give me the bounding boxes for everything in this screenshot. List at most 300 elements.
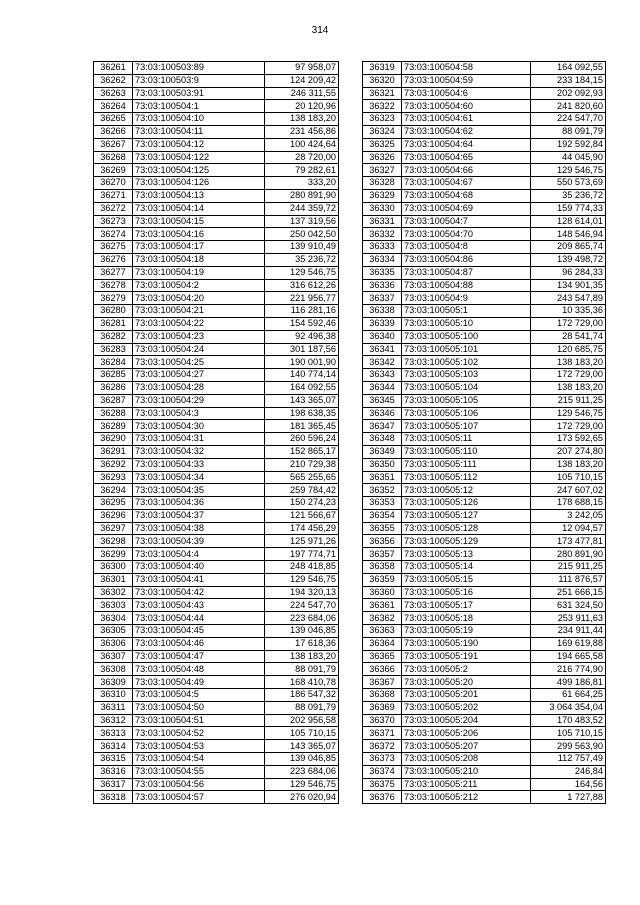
cadastral-number-cell: 73:03:100504:43 (133, 599, 265, 612)
table-row (94, 343, 339, 356)
table-row (363, 701, 606, 714)
row-number-cell: 36285 (94, 369, 133, 382)
row-number-cell: 36295 (94, 497, 133, 510)
value-cell: 96 284,33 (531, 266, 606, 279)
page-number: 314 (311, 25, 329, 36)
row-number-cell: 36274 (94, 228, 133, 241)
register-table-right-body (363, 62, 606, 804)
value-cell: 3 064 354,04 (531, 701, 606, 714)
row-number-cell: 36277 (94, 266, 133, 279)
row-number-cell: 36318 (94, 791, 133, 804)
cadastral-number-cell: 73:03:100504:9 (402, 292, 531, 305)
value-cell: 209 865,74 (531, 241, 606, 254)
cadastral-number-cell: 73:03:100505:110 (402, 445, 531, 458)
row-number-cell: 36303 (94, 599, 133, 612)
table-row (94, 458, 339, 471)
row-number-cell: 36323 (363, 113, 402, 126)
cadastral-number-cell: 73:03:100504:20 (133, 292, 265, 305)
cadastral-number-cell: 73:03:100504:86 (402, 253, 531, 266)
row-number-cell: 36270 (94, 177, 133, 190)
table-row (94, 714, 339, 727)
row-number-cell: 36298 (94, 535, 133, 548)
row-number-cell: 36371 (363, 727, 402, 740)
row-number-cell: 36293 (94, 471, 133, 484)
table-row (94, 548, 339, 561)
row-number-cell: 36339 (363, 317, 402, 330)
row-number-cell: 36361 (363, 599, 402, 612)
cadastral-number-cell: 73:03:100503:89 (133, 62, 265, 75)
table-row (94, 612, 339, 625)
cadastral-number-cell: 73:03:100505:102 (402, 356, 531, 369)
cadastral-number-cell: 73:03:100505:129 (402, 535, 531, 548)
value-cell: 12 094,57 (531, 522, 606, 535)
value-cell: 198 638,35 (265, 407, 339, 420)
value-cell: 134 901,35 (531, 279, 606, 292)
table-row (94, 573, 339, 586)
value-cell: 173 477,81 (531, 535, 606, 548)
cadastral-number-cell: 73:03:100505:210 (402, 765, 531, 778)
cadastral-number-cell: 73:03:100504:55 (133, 765, 265, 778)
value-cell: 105 710,15 (531, 471, 606, 484)
table-row (94, 535, 339, 548)
cadastral-number-cell: 73:03:100505:105 (402, 394, 531, 407)
cadastral-number-cell: 73:03:100505:201 (402, 689, 531, 702)
cadastral-number-cell: 73:03:100504:10 (133, 113, 265, 126)
cadastral-number-cell: 73:03:100504:122 (133, 151, 265, 164)
cadastral-number-cell: 73:03:100504:36 (133, 497, 265, 510)
row-number-cell: 36292 (94, 458, 133, 471)
value-cell: 178 688,15 (531, 497, 606, 510)
value-cell: 202 956,58 (265, 714, 339, 727)
cadastral-number-cell: 73:03:100504:31 (133, 433, 265, 446)
table-row (94, 100, 339, 113)
row-number-cell: 36319 (363, 62, 402, 75)
value-cell: 253 911,63 (531, 612, 606, 625)
table-row (94, 266, 339, 279)
value-cell: 172 729,00 (531, 420, 606, 433)
row-number-cell: 36374 (363, 765, 402, 778)
value-cell: 154 592,46 (265, 317, 339, 330)
value-cell: 216 774,90 (531, 663, 606, 676)
cadastral-number-cell: 73:03:100504:60 (402, 100, 531, 113)
table-row (363, 305, 606, 318)
row-number-cell: 36347 (363, 420, 402, 433)
row-number-cell: 36275 (94, 241, 133, 254)
row-number-cell: 36272 (94, 202, 133, 215)
row-number-cell: 36309 (94, 676, 133, 689)
value-cell: 140 774,14 (265, 369, 339, 382)
value-cell: 631 324,50 (531, 599, 606, 612)
row-number-cell: 36307 (94, 650, 133, 663)
cadastral-number-cell: 73:03:100504:39 (133, 535, 265, 548)
cadastral-number-cell: 73:03:100504:15 (133, 215, 265, 228)
cadastral-number-cell: 73:03:100505:15 (402, 573, 531, 586)
value-cell: 100 424,64 (265, 138, 339, 151)
table-row (363, 663, 606, 676)
table-row (363, 266, 606, 279)
table-row (363, 381, 606, 394)
cadastral-number-cell: 73:03:100504:65 (402, 151, 531, 164)
cadastral-number-cell: 73:03:100505:127 (402, 509, 531, 522)
value-cell: 28 541,74 (531, 330, 606, 343)
cadastral-number-cell: 73:03:100504:59 (402, 74, 531, 87)
row-number-cell: 36276 (94, 253, 133, 266)
row-number-cell: 36335 (363, 266, 402, 279)
value-cell: 246 311,55 (265, 87, 339, 100)
table-row (94, 74, 339, 87)
cadastral-number-cell: 73:03:100505:2 (402, 663, 531, 676)
value-cell: 116 281,16 (265, 305, 339, 318)
table-row (363, 394, 606, 407)
table-row (363, 177, 606, 190)
row-number-cell: 36284 (94, 356, 133, 369)
value-cell: 17 618,36 (265, 637, 339, 650)
cadastral-number-cell: 73:03:100504:18 (133, 253, 265, 266)
value-cell: 207 274,80 (531, 445, 606, 458)
row-number-cell: 36349 (363, 445, 402, 458)
cadastral-number-cell: 73:03:100504:33 (133, 458, 265, 471)
row-number-cell: 36304 (94, 612, 133, 625)
row-number-cell: 36341 (363, 343, 402, 356)
row-number-cell: 36286 (94, 381, 133, 394)
table-row (363, 189, 606, 202)
row-number-cell: 36263 (94, 87, 133, 100)
row-number-cell: 36294 (94, 484, 133, 497)
value-cell: 247 607,02 (531, 484, 606, 497)
value-cell: 280 891,90 (265, 189, 339, 202)
cadastral-number-cell: 73:03:100504:16 (133, 228, 265, 241)
cadastral-number-cell: 73:03:100505:11 (402, 433, 531, 446)
row-number-cell: 36348 (363, 433, 402, 446)
table-row (363, 650, 606, 663)
cadastral-number-cell: 73:03:100505:112 (402, 471, 531, 484)
row-number-cell: 36288 (94, 407, 133, 420)
table-row (94, 561, 339, 574)
row-number-cell: 36351 (363, 471, 402, 484)
cadastral-number-cell: 73:03:100504:42 (133, 586, 265, 599)
value-cell: 3 242,05 (531, 509, 606, 522)
table-row (363, 279, 606, 292)
row-number-cell: 36283 (94, 343, 133, 356)
cadastral-number-cell: 73:03:100504:28 (133, 381, 265, 394)
table-row (94, 420, 339, 433)
cadastral-number-cell: 73:03:100504:48 (133, 663, 265, 676)
table-row (363, 714, 606, 727)
row-number-cell: 36315 (94, 753, 133, 766)
row-number-cell: 36325 (363, 138, 402, 151)
cadastral-number-cell: 73:03:100504:53 (133, 740, 265, 753)
row-number-cell: 36353 (363, 497, 402, 510)
value-cell: 1 727,88 (531, 791, 606, 804)
value-cell: 169 619,88 (531, 637, 606, 650)
row-number-cell: 36289 (94, 420, 133, 433)
table-row (94, 778, 339, 791)
table-row (363, 369, 606, 382)
cadastral-number-cell: 73:03:100504:68 (402, 189, 531, 202)
cadastral-number-cell: 73:03:100504:49 (133, 676, 265, 689)
row-number-cell: 36354 (363, 509, 402, 522)
table-row (94, 381, 339, 394)
table-row (363, 138, 606, 151)
table-row (363, 740, 606, 753)
row-number-cell: 36290 (94, 433, 133, 446)
table-row (94, 433, 339, 446)
cadastral-number-cell: 73:03:100505:101 (402, 343, 531, 356)
row-number-cell: 36343 (363, 369, 402, 382)
row-number-cell: 36359 (363, 573, 402, 586)
table-row (363, 522, 606, 535)
cadastral-number-cell: 73:03:100504:13 (133, 189, 265, 202)
value-cell: 138 183,20 (265, 650, 339, 663)
cadastral-number-cell: 73:03:100504:38 (133, 522, 265, 535)
value-cell: 79 282,61 (265, 164, 339, 177)
row-number-cell: 36370 (363, 714, 402, 727)
table-row (363, 151, 606, 164)
cadastral-number-cell: 73:03:100503:9 (133, 74, 265, 87)
cadastral-number-cell: 73:03:100505:12 (402, 484, 531, 497)
row-number-cell: 36352 (363, 484, 402, 497)
row-number-cell: 36367 (363, 676, 402, 689)
table-row (94, 484, 339, 497)
cadastral-number-cell: 73:03:100504:4 (133, 548, 265, 561)
cadastral-number-cell: 73:03:100504:57 (133, 791, 265, 804)
table-row (94, 394, 339, 407)
row-number-cell: 36376 (363, 791, 402, 804)
value-cell: 224 547,70 (265, 599, 339, 612)
cadastral-number-cell: 73:03:100505:19 (402, 625, 531, 638)
value-cell: 137 319,56 (265, 215, 339, 228)
row-number-cell: 36327 (363, 164, 402, 177)
row-number-cell: 36305 (94, 625, 133, 638)
value-cell: 112 757,49 (531, 753, 606, 766)
table-row (363, 637, 606, 650)
table-row (363, 292, 606, 305)
cadastral-number-cell: 73:03:100504:45 (133, 625, 265, 638)
cadastral-number-cell: 73:03:100505:103 (402, 369, 531, 382)
row-number-cell: 36340 (363, 330, 402, 343)
cadastral-number-cell: 73:03:100504:6 (402, 87, 531, 100)
table-row (94, 151, 339, 164)
cadastral-number-cell: 73:03:100504:61 (402, 113, 531, 126)
cadastral-number-cell: 73:03:100505:14 (402, 561, 531, 574)
table-row (363, 113, 606, 126)
table-row (363, 753, 606, 766)
cadastral-number-cell: 73:03:100504:69 (402, 202, 531, 215)
value-cell: 223 684,06 (265, 612, 339, 625)
row-number-cell: 36266 (94, 125, 133, 138)
row-number-cell: 36291 (94, 445, 133, 458)
table-row (94, 177, 339, 190)
cadastral-number-cell: 73:03:100504:29 (133, 394, 265, 407)
table-row (94, 253, 339, 266)
value-cell: 192 592,84 (531, 138, 606, 151)
cadastral-number-cell: 73:03:100505:206 (402, 727, 531, 740)
value-cell: 92 496,38 (265, 330, 339, 343)
value-cell: 139 046,85 (265, 625, 339, 638)
cadastral-number-cell: 73:03:100504:51 (133, 714, 265, 727)
table-row (363, 535, 606, 548)
table-row (94, 445, 339, 458)
value-cell: 170 483,52 (531, 714, 606, 727)
row-number-cell: 36280 (94, 305, 133, 318)
cadastral-number-cell: 73:03:100504:2 (133, 279, 265, 292)
table-row (363, 228, 606, 241)
value-cell: 20 120,96 (265, 100, 339, 113)
value-cell: 172 729,00 (531, 317, 606, 330)
row-number-cell: 36365 (363, 650, 402, 663)
table-row (94, 650, 339, 663)
cadastral-number-cell: 73:03:100505:20 (402, 676, 531, 689)
cadastral-number-cell: 73:03:100504:37 (133, 509, 265, 522)
value-cell: 124 209,42 (265, 74, 339, 87)
row-number-cell: 36311 (94, 701, 133, 714)
register-table-left (93, 61, 339, 804)
table-row (94, 509, 339, 522)
row-number-cell: 36375 (363, 778, 402, 791)
cadastral-number-cell: 73:03:100504:32 (133, 445, 265, 458)
cadastral-number-cell: 73:03:100504:47 (133, 650, 265, 663)
value-cell: 215 911,25 (531, 561, 606, 574)
value-cell: 111 876,57 (531, 573, 606, 586)
cadastral-number-cell: 73:03:100505:104 (402, 381, 531, 394)
row-number-cell: 36297 (94, 522, 133, 535)
cadastral-number-cell: 73:03:100504:7 (402, 215, 531, 228)
value-cell: 159 774,33 (531, 202, 606, 215)
table-row (363, 548, 606, 561)
table-row (363, 509, 606, 522)
cadastral-number-cell: 73:03:100504:23 (133, 330, 265, 343)
row-number-cell: 36317 (94, 778, 133, 791)
row-number-cell: 36364 (363, 637, 402, 650)
value-cell: 143 365,07 (265, 394, 339, 407)
value-cell: 138 183,20 (265, 113, 339, 126)
value-cell: 129 546,75 (531, 407, 606, 420)
row-number-cell: 36331 (363, 215, 402, 228)
row-number-cell: 36338 (363, 305, 402, 318)
value-cell: 186 547,32 (265, 689, 339, 702)
table-row (94, 689, 339, 702)
table-row (363, 458, 606, 471)
table-row (94, 599, 339, 612)
value-cell: 44 045,90 (531, 151, 606, 164)
value-cell: 194 320,13 (265, 586, 339, 599)
value-cell: 197 774,71 (265, 548, 339, 561)
row-number-cell: 36282 (94, 330, 133, 343)
cadastral-number-cell: 73:03:100504:8 (402, 241, 531, 254)
table-row (363, 164, 606, 177)
table-row (94, 215, 339, 228)
value-cell: 97 958,07 (265, 62, 339, 75)
cadastral-number-cell: 73:03:100504:62 (402, 125, 531, 138)
row-number-cell: 36314 (94, 740, 133, 753)
row-number-cell: 36268 (94, 151, 133, 164)
cadastral-number-cell: 73:03:100504:125 (133, 164, 265, 177)
table-row (363, 689, 606, 702)
table-row (363, 87, 606, 100)
value-cell: 138 183,20 (531, 458, 606, 471)
value-cell: 88 091,79 (265, 663, 339, 676)
row-number-cell: 36264 (94, 100, 133, 113)
cadastral-number-cell: 73:03:100504:40 (133, 561, 265, 574)
table-row (363, 62, 606, 75)
value-cell: 259 784,42 (265, 484, 339, 497)
table-row (94, 202, 339, 215)
row-number-cell: 36342 (363, 356, 402, 369)
value-cell: 333,20 (265, 177, 339, 190)
cadastral-number-cell: 73:03:100505:13 (402, 548, 531, 561)
cadastral-number-cell: 73:03:100504:41 (133, 573, 265, 586)
table-row (94, 138, 339, 151)
value-cell: 105 710,15 (531, 727, 606, 740)
value-cell: 143 365,07 (265, 740, 339, 753)
cadastral-number-cell: 73:03:100505:211 (402, 778, 531, 791)
value-cell: 565 255,65 (265, 471, 339, 484)
value-cell: 120 685,75 (531, 343, 606, 356)
row-number-cell: 36308 (94, 663, 133, 676)
cadastral-number-cell: 73:03:100504:21 (133, 305, 265, 318)
value-cell: 88 091,79 (531, 125, 606, 138)
table-row (363, 100, 606, 113)
table-row (94, 471, 339, 484)
table-row (363, 727, 606, 740)
value-cell: 301 187,56 (265, 343, 339, 356)
row-number-cell: 36328 (363, 177, 402, 190)
value-cell: 150 274,23 (265, 497, 339, 510)
row-number-cell: 36355 (363, 522, 402, 535)
table-row (94, 663, 339, 676)
row-number-cell: 36269 (94, 164, 133, 177)
row-number-cell: 36344 (363, 381, 402, 394)
value-cell: 260 596,24 (265, 433, 339, 446)
cadastral-number-cell: 73:03:100504:52 (133, 727, 265, 740)
value-cell: 35 236,72 (531, 189, 606, 202)
table-row (363, 407, 606, 420)
row-number-cell: 36337 (363, 292, 402, 305)
value-cell: 231 456,86 (265, 125, 339, 138)
value-cell: 28 720,00 (265, 151, 339, 164)
value-cell: 194 665,58 (531, 650, 606, 663)
row-number-cell: 36261 (94, 62, 133, 75)
table-row (94, 87, 339, 100)
cadastral-number-cell: 73:03:100504:87 (402, 266, 531, 279)
cadastral-number-cell: 73:03:100504:30 (133, 420, 265, 433)
value-cell: 138 183,20 (531, 356, 606, 369)
row-number-cell: 36267 (94, 138, 133, 151)
table-row (94, 676, 339, 689)
cadastral-number-cell: 73:03:100504:17 (133, 241, 265, 254)
table-row (363, 625, 606, 638)
row-number-cell: 36279 (94, 292, 133, 305)
row-number-cell: 36302 (94, 586, 133, 599)
table-row (94, 279, 339, 292)
row-number-cell: 36334 (363, 253, 402, 266)
cadastral-number-cell: 73:03:100504:11 (133, 125, 265, 138)
value-cell: 276 020,94 (265, 791, 339, 804)
row-number-cell: 36330 (363, 202, 402, 215)
value-cell: 499 186,81 (531, 676, 606, 689)
table-row (363, 317, 606, 330)
row-number-cell: 36366 (363, 663, 402, 676)
table-row (363, 778, 606, 791)
table-row (363, 420, 606, 433)
cadastral-number-cell: 73:03:100505:212 (402, 791, 531, 804)
cadastral-number-cell: 73:03:100504:19 (133, 266, 265, 279)
value-cell: 224 547,70 (531, 113, 606, 126)
table-row (94, 330, 339, 343)
table-row (94, 305, 339, 318)
table-row (94, 164, 339, 177)
row-number-cell: 36306 (94, 637, 133, 650)
